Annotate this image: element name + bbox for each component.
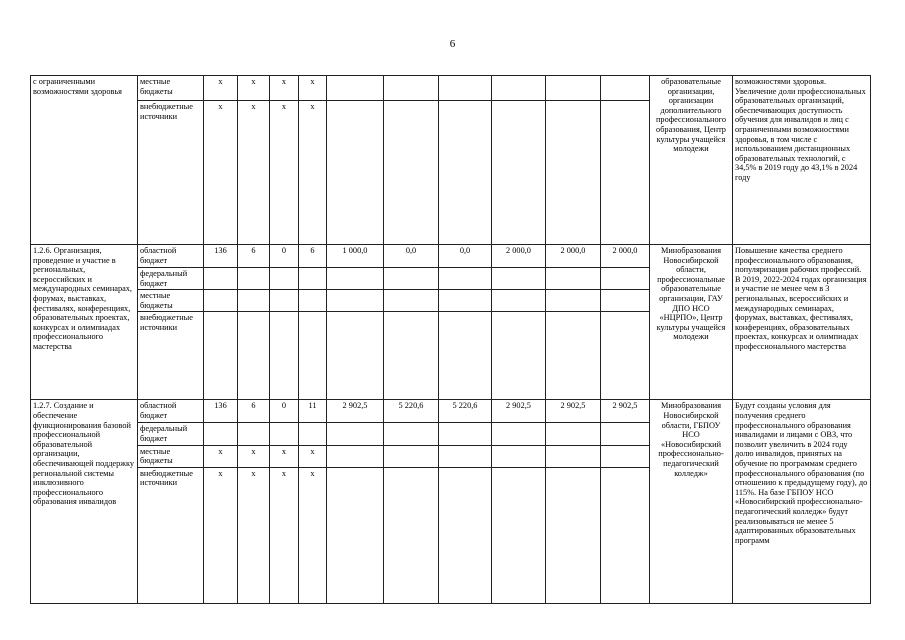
amount-cell bbox=[439, 445, 492, 467]
amount-cell bbox=[601, 445, 650, 467]
funding-source: местные бюджеты bbox=[138, 290, 204, 312]
amount-cell: 2 000,0 bbox=[492, 245, 546, 268]
table-row bbox=[31, 400, 871, 423]
code-cell bbox=[299, 423, 327, 445]
amount-cell bbox=[384, 445, 439, 467]
amount-cell bbox=[327, 312, 384, 400]
code-cell: x bbox=[238, 101, 270, 245]
amount-cell bbox=[439, 467, 492, 603]
code-cell bbox=[299, 268, 327, 290]
amount-cell bbox=[546, 423, 601, 445]
measure-name: с ограниченными возможностями здоровья bbox=[31, 76, 138, 245]
amount-cell bbox=[327, 101, 384, 245]
result-cell: Повышение качества среднего профессионального образования, популяризация рабочих профессий. В 2019, 2022-2024 годах организация и участие не менее чем в 3 региональных, всероссийских и международных семинарах, форумах, выставках, фестивалях, конференциях, образовательных проектах, конкурсах и олимпиадах профессионального мастерства bbox=[733, 245, 871, 400]
program-table bbox=[30, 75, 871, 604]
amount-cell bbox=[439, 290, 492, 312]
code-cell: 11 bbox=[299, 400, 327, 423]
funding-source: федеральный бюджет bbox=[138, 423, 204, 445]
code-cell bbox=[238, 268, 270, 290]
amount-cell: 2 000,0 bbox=[546, 245, 601, 268]
code-cell bbox=[299, 290, 327, 312]
amount-cell bbox=[439, 268, 492, 290]
amount-cell bbox=[492, 76, 546, 101]
code-cell: 6 bbox=[238, 245, 270, 268]
code-cell bbox=[238, 423, 270, 445]
code-cell: 136 bbox=[204, 245, 238, 268]
code-cell bbox=[238, 290, 270, 312]
code-cell bbox=[238, 312, 270, 400]
code-cell: x bbox=[270, 101, 299, 245]
amount-cell bbox=[546, 268, 601, 290]
amount-cell: 0,0 bbox=[439, 245, 492, 268]
code-cell: x bbox=[204, 467, 238, 603]
code-cell bbox=[270, 312, 299, 400]
funding-source: внебюджетные источники bbox=[138, 467, 204, 603]
code-cell: x bbox=[204, 445, 238, 467]
code-cell: 136 bbox=[204, 400, 238, 423]
executor-cell: образовательные организации, организации дополнительного профессионального образования, Центр культуры учащейся молодежи bbox=[650, 76, 733, 245]
code-cell bbox=[204, 312, 238, 400]
code-cell bbox=[270, 268, 299, 290]
code-cell bbox=[204, 268, 238, 290]
amount-cell bbox=[384, 290, 439, 312]
page-number: 6 bbox=[449, 38, 456, 50]
executor-cell: Минобразования Новосибирской области, ГБПОУ НСО «Новосибирский профессионально-педагогический колледж» bbox=[650, 400, 733, 603]
code-cell bbox=[270, 290, 299, 312]
code-cell: x bbox=[204, 101, 238, 245]
amount-cell bbox=[327, 290, 384, 312]
code-cell: 6 bbox=[238, 400, 270, 423]
amount-cell bbox=[601, 268, 650, 290]
code-cell: x bbox=[270, 445, 299, 467]
amount-cell bbox=[546, 76, 601, 101]
code-cell: x bbox=[270, 467, 299, 603]
table-row bbox=[31, 76, 871, 101]
amount-cell bbox=[546, 101, 601, 245]
amount-cell: 0,0 bbox=[384, 245, 439, 268]
measure-name: 1.2.6. Организация, проведение и участие в региональных, всероссийских и международных семинарах, форумах, выставках, фестивалях, конференциях, образовательных проектах, конкурсах и олимпиадах профессионального мастерства bbox=[31, 245, 138, 400]
measure-name: 1.2.7. Создание и обеспечение функционирования базовой профессиональной образовательной организации, обеспечивающей поддержку региональной системы инклюзивного профессионального образования инвалидов bbox=[31, 400, 138, 603]
amount-cell bbox=[601, 423, 650, 445]
amount-cell bbox=[492, 467, 546, 603]
table-row bbox=[31, 245, 871, 268]
amount-cell: 2 902,5 bbox=[601, 400, 650, 423]
code-cell: x bbox=[238, 445, 270, 467]
amount-cell bbox=[384, 312, 439, 400]
amount-cell bbox=[327, 423, 384, 445]
amount-cell: 2 902,5 bbox=[492, 400, 546, 423]
funding-source: федеральный бюджет bbox=[138, 268, 204, 290]
amount-cell bbox=[327, 268, 384, 290]
amount-cell bbox=[601, 101, 650, 245]
code-cell: 0 bbox=[270, 400, 299, 423]
amount-cell bbox=[439, 101, 492, 245]
code-cell: x bbox=[270, 76, 299, 101]
amount-cell bbox=[384, 101, 439, 245]
amount-cell bbox=[601, 290, 650, 312]
amount-cell bbox=[439, 312, 492, 400]
amount-cell bbox=[546, 467, 601, 603]
code-cell: x bbox=[238, 76, 270, 101]
code-cell: x bbox=[204, 76, 238, 101]
funding-source: местные бюджеты bbox=[138, 445, 204, 467]
amount-cell: 1 000,0 bbox=[327, 245, 384, 268]
code-cell bbox=[270, 423, 299, 445]
amount-cell bbox=[327, 76, 384, 101]
funding-source: областной бюджет bbox=[138, 245, 204, 268]
executor-cell: Минобразования Новосибирской области, профессиональные образовательные организации, ГАУ ДПО НСО «НЦРПО», Центр культуры учащейся молодежи bbox=[650, 245, 733, 400]
amount-cell bbox=[384, 76, 439, 101]
code-cell: x bbox=[299, 467, 327, 603]
amount-cell: 5 220,6 bbox=[384, 400, 439, 423]
amount-cell bbox=[439, 76, 492, 101]
amount-cell bbox=[546, 290, 601, 312]
amount-cell bbox=[384, 467, 439, 603]
code-cell: x bbox=[299, 76, 327, 101]
amount-cell: 2 000,0 bbox=[601, 245, 650, 268]
code-cell: 6 bbox=[299, 245, 327, 268]
amount-cell bbox=[327, 445, 384, 467]
amount-cell bbox=[439, 423, 492, 445]
code-cell: x bbox=[299, 101, 327, 245]
amount-cell bbox=[327, 467, 384, 603]
code-cell: x bbox=[238, 467, 270, 603]
amount-cell bbox=[384, 423, 439, 445]
funding-source: местные бюджеты bbox=[138, 76, 204, 101]
amount-cell bbox=[492, 445, 546, 467]
amount-cell: 2 902,5 bbox=[546, 400, 601, 423]
funding-source: внебюджетные источники bbox=[138, 312, 204, 400]
amount-cell bbox=[492, 290, 546, 312]
amount-cell bbox=[546, 445, 601, 467]
result-cell: Будут созданы условия для получения среднего профессионального образования инвалидами и лицами с ОВЗ, что позволит увеличить в 2024 году долю инвалидов, принятых на обучение по программам среднего профессионального образования (по отношению к предыдущему году), до 115%. На базе ГБПОУ НСО «Новосибирский профессионально-педагогический колледж» будут реализовываться не менее 5 адаптированных образовательных программ bbox=[733, 400, 871, 603]
amount-cell bbox=[601, 312, 650, 400]
code-cell bbox=[204, 290, 238, 312]
amount-cell bbox=[492, 312, 546, 400]
amount-cell bbox=[384, 268, 439, 290]
amount-cell bbox=[546, 312, 601, 400]
code-cell: 0 bbox=[270, 245, 299, 268]
amount-cell: 5 220,6 bbox=[439, 400, 492, 423]
funding-source: внебюджетные источники bbox=[138, 101, 204, 245]
amount-cell bbox=[492, 101, 546, 245]
amount-cell: 2 902,5 bbox=[327, 400, 384, 423]
result-cell: возможностями здоровья. Увеличение доли профессиональных образовательных организаций, обеспечивающих доступность обучения для инвалидов и лиц с ограниченными возможностями здоровья, в том числе с использованием дистанционных образовательных технологий, с 34,5% в 2019 году до 43,1% в 2024 году bbox=[733, 76, 871, 245]
code-cell bbox=[204, 423, 238, 445]
code-cell: x bbox=[299, 445, 327, 467]
funding-source: областной бюджет bbox=[138, 400, 204, 423]
amount-cell bbox=[492, 423, 546, 445]
amount-cell bbox=[601, 467, 650, 603]
amount-cell bbox=[492, 268, 546, 290]
amount-cell bbox=[601, 76, 650, 101]
code-cell bbox=[299, 312, 327, 400]
